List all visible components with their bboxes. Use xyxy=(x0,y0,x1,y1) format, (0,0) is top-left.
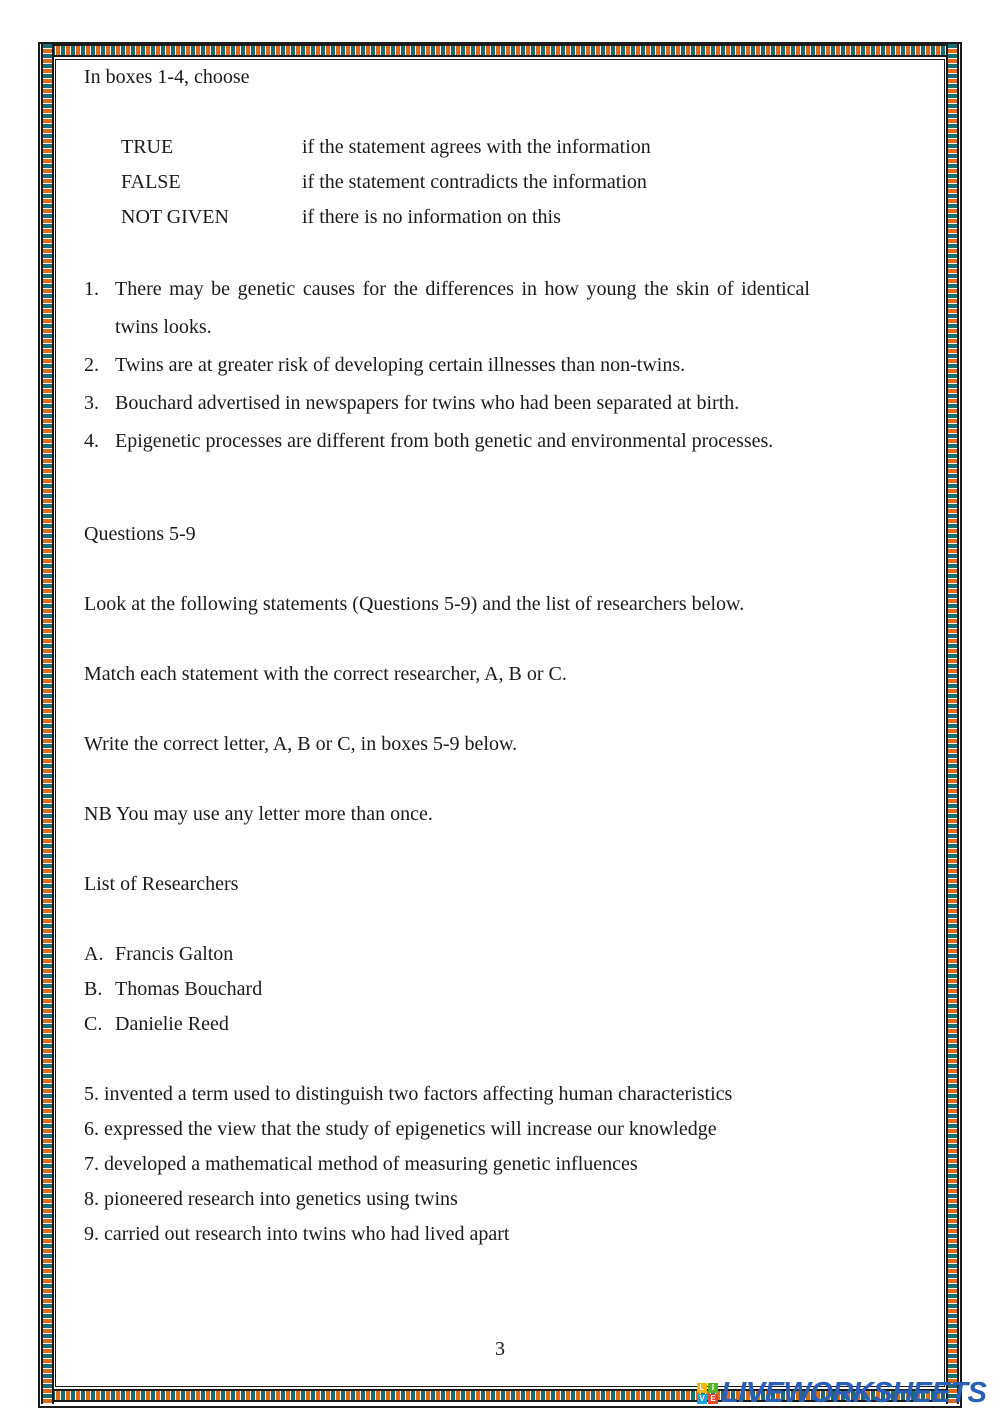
statement-number: 3. xyxy=(84,392,99,414)
liveworksheets-watermark xyxy=(697,1378,986,1408)
option-label: TRUE xyxy=(121,136,174,158)
researcher-letter: B. xyxy=(84,978,103,1000)
liveworksheets-logo-icon: L I V E xyxy=(697,1383,718,1404)
worksheet-content xyxy=(84,60,810,1252)
researcher-letter: C. xyxy=(84,1013,103,1035)
matching-question: 7. developed a mathematical method of measuring genetic influences xyxy=(84,1153,638,1175)
researcher-list xyxy=(84,937,810,1042)
watermark-text: LIVEWORKSHEETS xyxy=(721,1376,987,1409)
option-meaning: if there is no information on this xyxy=(302,206,561,228)
researcher-name: Francis Galton xyxy=(115,943,234,965)
instructions-intro: In boxes 1-4, choose xyxy=(84,66,250,88)
instruction-line: Match each statement with the correct researcher, A, B or C. xyxy=(84,663,567,685)
instruction-line: Look at the following statements (Questions 5-9) and the list of researchers below. xyxy=(84,593,745,615)
instruction-line: Write the correct letter, A, B or C, in boxes 5-9 below. xyxy=(84,733,518,755)
option-label: NOT GIVEN xyxy=(121,206,229,228)
researcher-item xyxy=(84,1007,810,1042)
statement-item xyxy=(84,422,810,460)
page-border-right xyxy=(946,44,959,1404)
statement-item xyxy=(84,346,810,384)
statement-number: 1. xyxy=(84,278,99,300)
option-row xyxy=(121,200,810,235)
page-number: 3 xyxy=(495,1338,505,1360)
option-row xyxy=(121,165,810,200)
statement-item xyxy=(84,270,810,346)
researchers-title: List of Researchers xyxy=(84,873,239,895)
statement-item xyxy=(84,384,810,422)
researcher-name: Danielie Reed xyxy=(115,1013,229,1035)
statement-text: Bouchard advertised in newspapers for twins who had been separated at birth. xyxy=(115,392,740,414)
instruction-note: NB You may use any letter more than once. xyxy=(84,803,433,825)
researcher-item xyxy=(84,937,810,972)
matching-question: 8. pioneered research into genetics using twins xyxy=(84,1188,458,1210)
statement-list xyxy=(84,270,810,460)
researcher-name: Thomas Bouchard xyxy=(115,978,263,1000)
statement-text: There may be genetic causes for the differences in how young the skin of identical twins looks. xyxy=(115,278,810,338)
matching-question: 6. expressed the view that the study of epigenetics will increase our knowledge xyxy=(84,1118,717,1140)
option-label: FALSE xyxy=(121,171,181,193)
section-heading: Questions 5-9 xyxy=(84,523,196,545)
option-meaning: if the statement agrees with the information xyxy=(302,136,651,158)
option-row xyxy=(121,130,810,165)
statement-text: Epigenetic processes are different from both genetic and environmental processes. xyxy=(115,430,774,452)
page-border-left xyxy=(41,44,54,1404)
researcher-letter: A. xyxy=(84,943,104,965)
option-meaning: if the statement contradicts the information xyxy=(302,171,647,193)
statement-number: 4. xyxy=(84,430,99,452)
statement-number: 2. xyxy=(84,354,99,376)
answer-options xyxy=(121,130,810,235)
page-border-top xyxy=(41,44,959,57)
researcher-item xyxy=(84,972,810,1007)
statement-text: Twins are at greater risk of developing certain illnesses than non-twins. xyxy=(115,354,686,376)
matching-question: 9. carried out research into twins who had lived apart xyxy=(84,1223,510,1245)
matching-question: 5. invented a term used to distinguish two factors affecting human characteristics xyxy=(84,1083,733,1105)
